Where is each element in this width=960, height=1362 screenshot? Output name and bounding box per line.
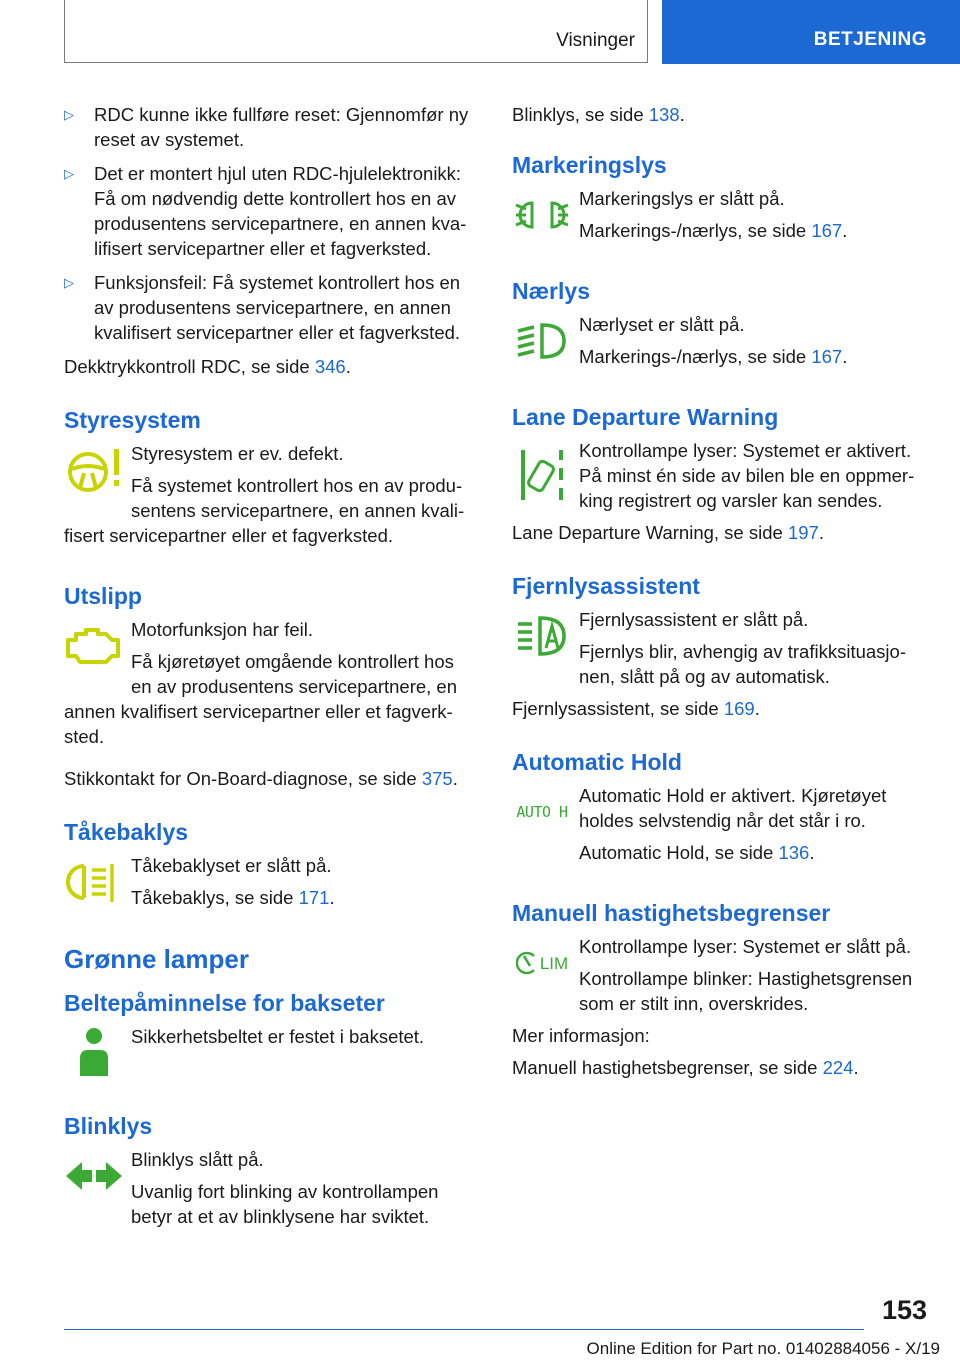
reference-text: Markerings-/nærlys, se side: [579, 346, 812, 367]
manuell-line1: Kontrollampe lyser: Systemet er slått på.: [579, 936, 912, 957]
reference-end: .: [818, 522, 824, 543]
reference-text: Automatic Hold, se side: [579, 842, 779, 863]
heading-automatic-hold: Automatic Hold: [512, 749, 682, 775]
heading-blinklys: Blinklys: [64, 1113, 153, 1139]
header-box: [64, 0, 648, 63]
left-column: [64, 102, 478, 1236]
bullet-marker: ▷: [64, 166, 74, 181]
fjernlys-line2: Fjernlys blir, avhengig av trafikksituasjonen, slått på og av automatisk.: [579, 641, 906, 687]
markeringslys-line1: Markeringslys er slått på.: [579, 188, 785, 209]
rear-fog-light-icon: [64, 853, 124, 911]
rdc-reference: [64, 354, 478, 379]
manuell-block: [512, 934, 927, 1023]
takebaklys-block: [64, 853, 478, 917]
autohold-line1: Automatic Hold er aktivert. Kjøretøyet holdes selvstendig når det står i ro.: [579, 785, 887, 831]
heading-styresystem: Styresystem: [64, 407, 201, 433]
lane-departure-icon: [512, 438, 572, 512]
page-link-224[interactable]: 224: [822, 1057, 854, 1078]
takebaklys-reference: [64, 885, 478, 910]
autohold-block: [512, 783, 927, 872]
page-link-167[interactable]: 167: [811, 220, 843, 241]
bullet-text: Det er montert hjul uten RDC-hjulelektronikk: Få om nødvendig dette kontrollert hos en av produsentens servicepartnere, en annen kvalifisert servicepartner eller et fagverksted.: [94, 163, 467, 259]
header-section-label: Visninger: [556, 30, 635, 51]
heading-naerlys: Nærlys: [512, 278, 590, 304]
list-item: [64, 270, 478, 345]
manuell-more-info: Mer informasjon:: [512, 1025, 650, 1046]
markeringslys-reference: [512, 218, 927, 243]
right-column: [512, 102, 927, 1087]
lane-reference: [512, 520, 927, 545]
reference-end: .: [853, 1057, 859, 1078]
auto-hold-icon-text: AUTO H: [516, 802, 568, 821]
reference-end: .: [679, 104, 685, 125]
speed-limiter-icon-text: LIM: [539, 953, 569, 973]
page-link-169[interactable]: 169: [723, 698, 755, 719]
seatbelt-green-icon: [64, 1024, 124, 1082]
footer-divider: [64, 1329, 864, 1330]
utslipp-block: [64, 617, 478, 756]
blinklys-reference: [512, 102, 927, 127]
reference-end: .: [842, 220, 848, 241]
heading-fjernlysassistent: Fjernlysassistent: [512, 573, 700, 599]
page-link-138[interactable]: 138: [648, 104, 680, 125]
heading-markeringslys: Markeringslys: [512, 152, 667, 178]
reference-end: .: [345, 356, 351, 377]
reference-text: Blinklys, se side: [512, 104, 649, 125]
page-link-171[interactable]: 171: [298, 887, 330, 908]
list-item: [64, 102, 478, 152]
lane-line1: Kontrollampe lyser: Systemet er aktivert. På minst én side av bilen ble en oppmerking registrert og varsler kan sendes.: [579, 440, 915, 511]
manuell-reference: [512, 1055, 927, 1080]
heading-manuell-hastighetsbegrenser: Manuell hastighetsbegrenser: [512, 900, 831, 926]
header-tab-label: BETJENING: [813, 29, 927, 50]
auto-hold-icon: [512, 783, 572, 841]
page-link-136[interactable]: 136: [778, 842, 810, 863]
speed-limiter-icon: [512, 934, 572, 992]
blinklys-block: [64, 1147, 478, 1236]
reference-end: .: [842, 346, 848, 367]
fjernlys-line1: Fjernlysassistent er slått på.: [579, 609, 809, 630]
bullet-text: Funksjonsfeil: Få systemet kontrollert hos en av produsentens servicepartnere, en annen kvalifisert servicepartner eller et fagverksted.: [94, 272, 461, 343]
reference-end: .: [452, 768, 458, 789]
page-link-167[interactable]: 167: [811, 346, 843, 367]
footer-edition: Online Edition for Part no. 01402884056 - X/19: [586, 1339, 940, 1358]
reference-end: .: [754, 698, 760, 719]
reference-text: Fjernlysassistent, se side: [512, 698, 724, 719]
takebaklys-line1: Tåkebaklyset er slått på.: [131, 855, 332, 876]
bullet-text: RDC kunne ikke fullføre reset: Gjennomfør ny reset av systemet.: [94, 104, 469, 150]
utslipp-line2: Få kjøretøyet omgående kontrollert hos en av produsentens servicepartnere, en annen kvalifisert servicepartner eller et fagverksted.: [64, 651, 458, 747]
markeringslys-block: [512, 186, 927, 250]
styresystem-line1: Styresystem er ev. defekt.: [131, 443, 344, 464]
turn-signal-arrows-icon: [64, 1147, 124, 1205]
list-item: [64, 161, 478, 261]
styresystem-line2: Få systemet kontrollert hos en av produsentens servicepartnere, en annen kvalifisert servicepartner eller et fagverksted.: [64, 475, 465, 546]
belte-block: [64, 1024, 478, 1082]
obd-reference: [64, 766, 478, 791]
parking-light-icon: [512, 186, 572, 244]
reference-text: Dekktrykkontroll RDC, se side: [64, 356, 315, 377]
engine-warning-icon: [64, 617, 124, 675]
autohold-reference: [512, 840, 927, 865]
steering-warning-icon: [64, 441, 124, 499]
naerlys-line1: Nærlyset er slått på.: [579, 314, 745, 335]
heading-takebaklys: Tåkebaklys: [64, 819, 189, 845]
page-link-375[interactable]: 375: [421, 768, 453, 789]
header-tab-betjening[interactable]: [662, 0, 960, 64]
page-link-197[interactable]: 197: [787, 522, 819, 543]
page-number: 153: [881, 1295, 927, 1325]
manuell-line2: Kontrollampe blinker: Hastighetsgrensen som er stilt inn, overskrides.: [579, 968, 913, 1014]
heading-utslipp: Utslipp: [64, 583, 142, 609]
bullet-marker: ▷: [64, 275, 74, 290]
bullet-marker: ▷: [64, 107, 74, 122]
blinklys-line1: Blinklys slått på.: [131, 1149, 264, 1170]
heading-beltepaminnelse: Beltepåminnelse for bakseter: [64, 990, 385, 1016]
heading-lane-departure: Lane Departure Warning: [512, 404, 779, 430]
reference-end: .: [809, 842, 815, 863]
reference-text: Markerings-/nærlys, se side: [579, 220, 812, 241]
reference-text: Lane Departure Warning, se side: [512, 522, 788, 543]
page-link-346[interactable]: 346: [314, 356, 346, 377]
fjernlys-reference: [512, 696, 927, 721]
fjernlys-block: [512, 607, 927, 696]
naerlys-reference: [512, 344, 927, 369]
high-beam-assistant-icon: [512, 607, 572, 665]
naerlys-block: [512, 312, 927, 376]
styresystem-block: [64, 441, 478, 555]
belte-line1: Sikkerhetsbeltet er festet i baksetet.: [131, 1026, 425, 1047]
reference-text: Manuell hastighetsbegrenser, se side: [512, 1057, 823, 1078]
reference-text: Tåkebaklys, se side: [131, 887, 299, 908]
reference-text: Stikkontakt for On-Board-diagnose, se side: [64, 768, 422, 789]
lane-block: [512, 438, 927, 520]
utslipp-line1: Motorfunksjon har feil.: [131, 619, 314, 640]
low-beam-icon: [512, 312, 572, 370]
heading-gronne-lamper: Grønne lamper: [64, 944, 249, 974]
reference-end: .: [329, 887, 335, 908]
blinklys-line2: Uvanlig fort blinking av kontrollampen betyr at et av blinklysene har sviktet.: [131, 1181, 439, 1227]
